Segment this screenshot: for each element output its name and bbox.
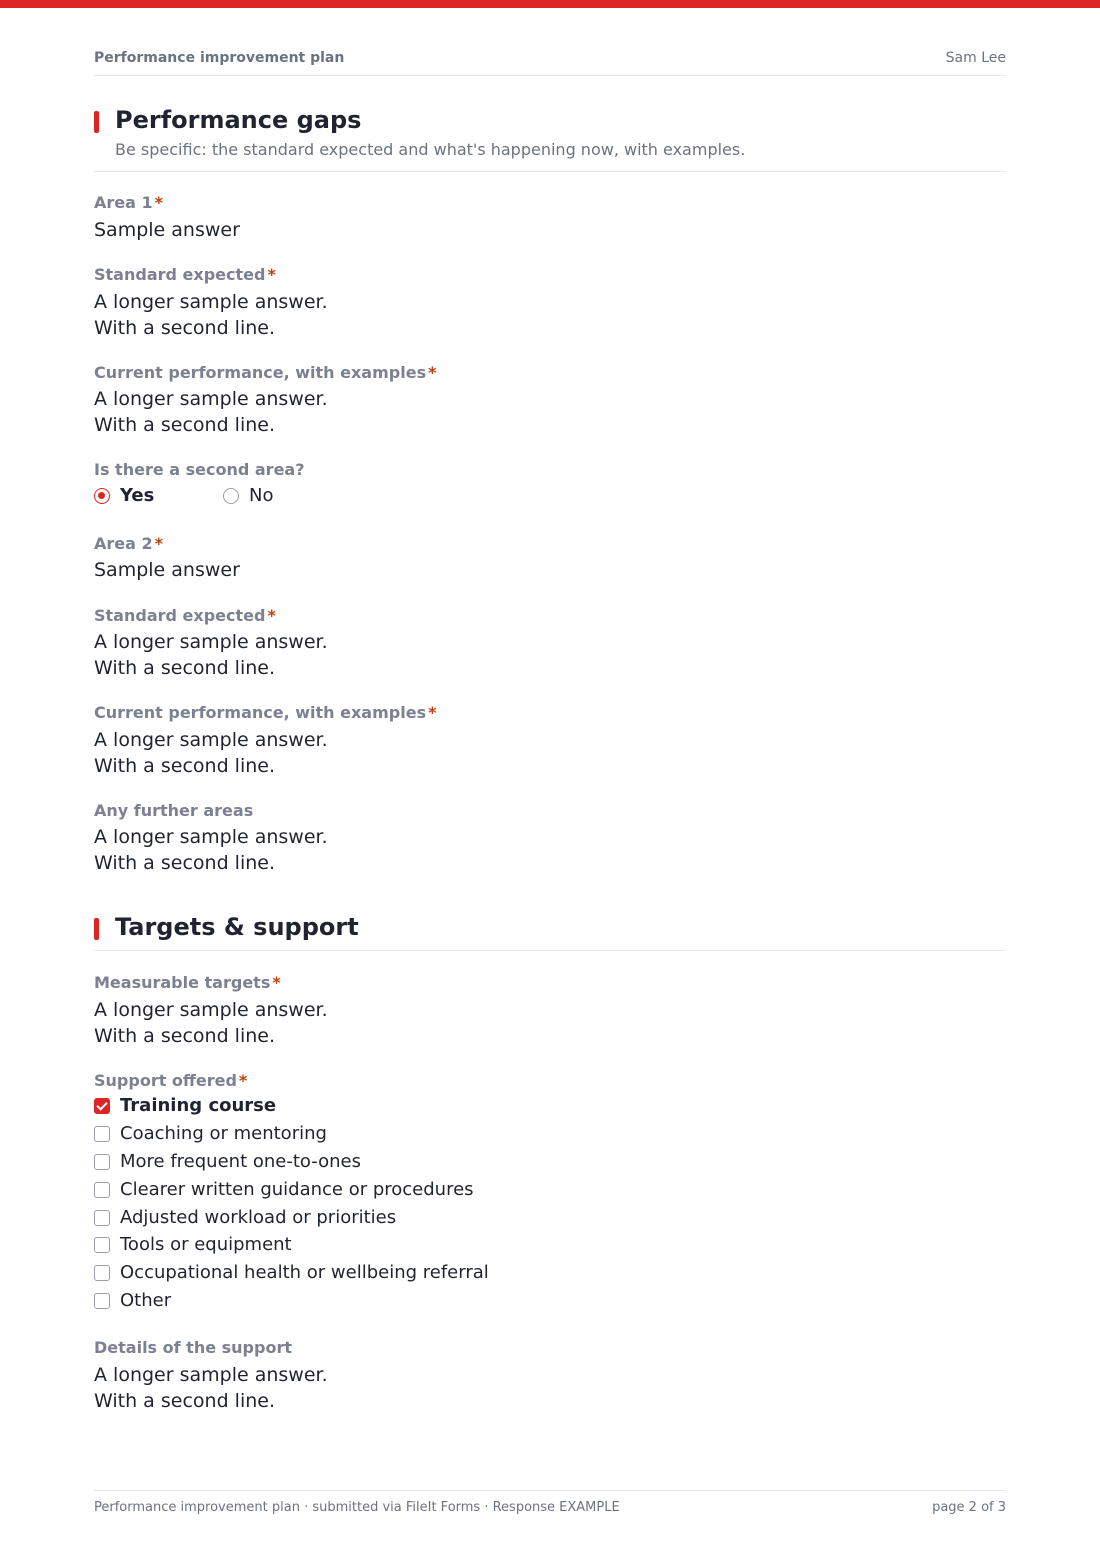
page-footer: [94, 1490, 1006, 1515]
field-answer-current-performance-2: A longer sample answer. With a second line.: [94, 729, 328, 777]
field-answer-further-areas: A longer sample answer. With a second line.: [94, 826, 328, 874]
field-label-second-area: Is there a second area?: [94, 460, 305, 479]
section-divider: [94, 950, 1006, 951]
section-description: Be specific: the standard expected and what's happening now, with examples.: [115, 140, 746, 159]
person-name: Sam Lee: [945, 50, 1006, 66]
checkbox-checked-icon: [94, 1098, 110, 1114]
page-number: page 2 of 3: [932, 1500, 1006, 1515]
field-label-standard-expected-1: Standard expected *: [94, 265, 276, 284]
field-label-support-details: Details of the support: [94, 1338, 292, 1357]
field-answer-area-1: Sample answer: [94, 219, 240, 241]
document-title: Performance improvement plan: [94, 50, 345, 66]
top-accent-bar: [0, 0, 1100, 8]
field-label-support-offered: Support offered *: [94, 1071, 248, 1090]
field-label-current-performance-1: Current performance, with examples *: [94, 363, 437, 382]
field-answer-standard-expected-1: A longer sample answer. With a second line.: [94, 291, 328, 339]
checkbox-unchecked-icon: [94, 1182, 110, 1198]
field-answer-support-details: A longer sample answer. With a second line.: [94, 1364, 328, 1412]
required-marker: *: [238, 1071, 248, 1090]
field-label-measurable-targets: Measurable targets *: [94, 973, 281, 992]
field-label-area-2: Area 2 *: [94, 534, 163, 553]
field-label-current-performance-2: Current performance, with examples *: [94, 703, 437, 722]
checkbox-unchecked-icon: [94, 1293, 110, 1309]
checkbox-unchecked-icon: [94, 1265, 110, 1281]
field-answer-current-performance-1: A longer sample answer. With a second line.: [94, 388, 328, 436]
section-accent-bar: [94, 111, 99, 133]
radio-unselected-icon: [223, 488, 239, 504]
required-marker: *: [267, 265, 276, 284]
section-accent-bar: [94, 918, 99, 940]
required-marker: *: [428, 363, 437, 382]
required-marker: *: [154, 534, 163, 553]
required-marker: *: [428, 703, 437, 722]
radio-selected-icon: [94, 488, 110, 504]
footer-submission-info: Performance improvement plan · submitted via FileIt Forms · Response EXAMPLE: [94, 1500, 620, 1515]
section-divider: [94, 171, 1006, 172]
field-label-further-areas: Any further areas: [94, 801, 254, 820]
required-marker: *: [154, 193, 163, 212]
field-label-area-1: Area 1 *: [94, 193, 163, 212]
field-answer-area-2: Sample answer: [94, 559, 240, 581]
required-marker: *: [267, 606, 276, 625]
field-answer-measurable-targets: A longer sample answer. With a second line.: [94, 999, 328, 1047]
checkbox-unchecked-icon: [94, 1126, 110, 1142]
field-label-standard-expected-2: Standard expected *: [94, 606, 276, 625]
running-header: [94, 48, 1006, 76]
checkbox-unchecked-icon: [94, 1237, 110, 1253]
checkbox-unchecked-icon: [94, 1210, 110, 1226]
required-marker: *: [272, 973, 281, 992]
checkbox-unchecked-icon: [94, 1154, 110, 1170]
field-answer-standard-expected-2: A longer sample answer. With a second line.: [94, 631, 328, 679]
